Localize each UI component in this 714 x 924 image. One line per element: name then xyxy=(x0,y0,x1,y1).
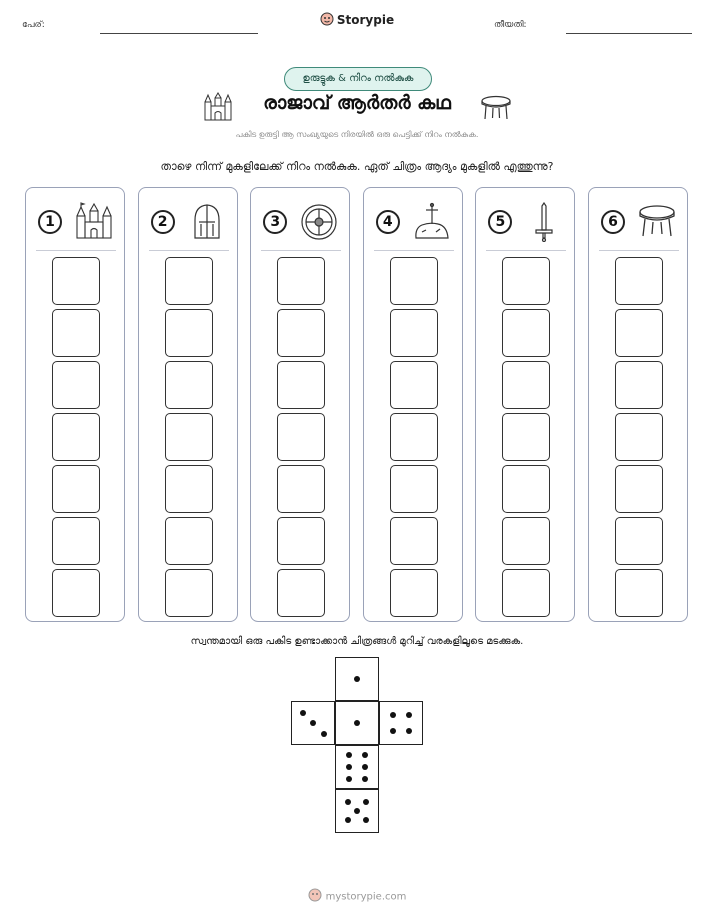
color-box[interactable] xyxy=(502,413,550,461)
column-3 xyxy=(250,187,350,622)
column-4 xyxy=(363,187,463,622)
sword-in-stone-icon xyxy=(412,202,452,242)
color-box[interactable] xyxy=(52,257,100,305)
color-box[interactable] xyxy=(52,361,100,409)
color-box[interactable] xyxy=(52,569,100,617)
column-number: 4 xyxy=(376,210,400,234)
color-box[interactable] xyxy=(165,361,213,409)
die-face xyxy=(335,789,379,833)
die-pip xyxy=(362,776,368,782)
die-pip xyxy=(321,731,327,737)
die-pip xyxy=(354,676,360,682)
color-box[interactable] xyxy=(165,465,213,513)
die-pip xyxy=(390,712,396,718)
page-title: രാജാവ് ആർതർ കഥ xyxy=(263,92,451,114)
round-table-icon xyxy=(637,202,677,242)
color-box[interactable] xyxy=(390,413,438,461)
footer xyxy=(0,888,714,905)
die-pip xyxy=(406,712,412,718)
color-box[interactable] xyxy=(390,309,438,357)
color-box[interactable] xyxy=(502,257,550,305)
die-face xyxy=(335,657,379,701)
footer-logo-icon xyxy=(308,888,322,905)
castle-icon xyxy=(74,202,114,242)
column-divider xyxy=(374,250,454,251)
column-divider xyxy=(486,250,566,251)
helmet-icon xyxy=(187,202,227,242)
column-number: 3 xyxy=(263,210,287,234)
color-box[interactable] xyxy=(277,309,325,357)
color-box[interactable] xyxy=(502,309,550,357)
die-face xyxy=(335,745,379,789)
color-box[interactable] xyxy=(390,465,438,513)
date-label: തീയതി: xyxy=(494,20,527,30)
brand-name: Storypie xyxy=(336,13,395,27)
color-box[interactable] xyxy=(502,569,550,617)
die-pip xyxy=(345,799,351,805)
color-box[interactable] xyxy=(390,517,438,565)
die-face xyxy=(335,701,379,745)
color-box[interactable] xyxy=(615,361,663,409)
color-box[interactable] xyxy=(277,257,325,305)
color-box[interactable] xyxy=(502,361,550,409)
column-number: 5 xyxy=(488,210,512,234)
title-round-table-icon xyxy=(480,95,512,121)
color-box[interactable] xyxy=(277,569,325,617)
die-pip xyxy=(345,817,351,823)
column-divider xyxy=(149,250,229,251)
color-box[interactable] xyxy=(277,413,325,461)
column-2 xyxy=(138,187,238,622)
column-5 xyxy=(475,187,575,622)
die-pip xyxy=(390,728,396,734)
color-box[interactable] xyxy=(615,309,663,357)
die-pip xyxy=(354,808,360,814)
color-box[interactable] xyxy=(277,361,325,409)
die-pip xyxy=(406,728,412,734)
column-divider xyxy=(36,250,116,251)
die-pip xyxy=(363,799,369,805)
name-line[interactable] xyxy=(100,33,258,34)
color-box[interactable] xyxy=(52,465,100,513)
color-box[interactable] xyxy=(390,257,438,305)
fold-instruction: സ്വന്തമായി ഒരു പകിട ഉണ്ടാക്കാൻ ചിത്രങ്ങൾ മുറിച്ച് വരകളിലൂടെ മടക്കുക. xyxy=(190,636,524,647)
name-label: പേര്: xyxy=(22,20,45,30)
column-6 xyxy=(588,187,688,622)
color-box[interactable] xyxy=(615,465,663,513)
color-box[interactable] xyxy=(277,517,325,565)
color-box[interactable] xyxy=(165,413,213,461)
die-pip xyxy=(362,764,368,770)
column-1 xyxy=(25,187,125,622)
color-box[interactable] xyxy=(165,517,213,565)
color-box[interactable] xyxy=(502,465,550,513)
color-box[interactable] xyxy=(165,569,213,617)
subtitle: പകിട ഉരുട്ടി ആ സംഖ്യയുടെ നിരയിൽ ഒരു പെട്ടിക്ക് നിറം നൽകുക. xyxy=(235,130,479,139)
color-box[interactable] xyxy=(52,309,100,357)
sword-icon xyxy=(524,202,564,242)
color-box[interactable] xyxy=(615,569,663,617)
die-pip xyxy=(300,710,306,716)
color-box[interactable] xyxy=(52,517,100,565)
die-pip xyxy=(346,764,352,770)
color-box[interactable] xyxy=(615,413,663,461)
color-box[interactable] xyxy=(165,257,213,305)
column-number: 6 xyxy=(601,210,625,234)
column-number: 1 xyxy=(38,210,62,234)
color-box[interactable] xyxy=(390,361,438,409)
die-face xyxy=(291,701,335,745)
die-pip xyxy=(354,720,360,726)
die-face xyxy=(379,701,423,745)
column-divider xyxy=(261,250,341,251)
column-number: 2 xyxy=(151,210,175,234)
color-box[interactable] xyxy=(52,413,100,461)
color-box[interactable] xyxy=(502,517,550,565)
die-pip xyxy=(346,776,352,782)
color-box[interactable] xyxy=(615,517,663,565)
footer-url: mystorypie.com xyxy=(325,891,407,903)
column-divider xyxy=(599,250,679,251)
color-box[interactable] xyxy=(277,465,325,513)
date-line[interactable] xyxy=(566,33,692,34)
color-box[interactable] xyxy=(615,257,663,305)
activity-pill: ഉരുട്ടുക & നിറം നൽകുക xyxy=(284,67,432,91)
die-pip xyxy=(310,720,316,726)
color-box[interactable] xyxy=(165,309,213,357)
storypie-logo-icon xyxy=(320,12,334,29)
die-pip xyxy=(363,817,369,823)
brand xyxy=(0,12,714,29)
color-box[interactable] xyxy=(390,569,438,617)
shield-icon xyxy=(299,202,339,242)
instruction: താഴെ നിന്ന് മുകളിലേക്ക് നിറം നൽകുക. ഏത് ചിത്രം ആദ്യം മുകളിൽ എത്തുന്നു? xyxy=(160,160,554,173)
die-pip xyxy=(362,752,368,758)
die-pip xyxy=(346,752,352,758)
